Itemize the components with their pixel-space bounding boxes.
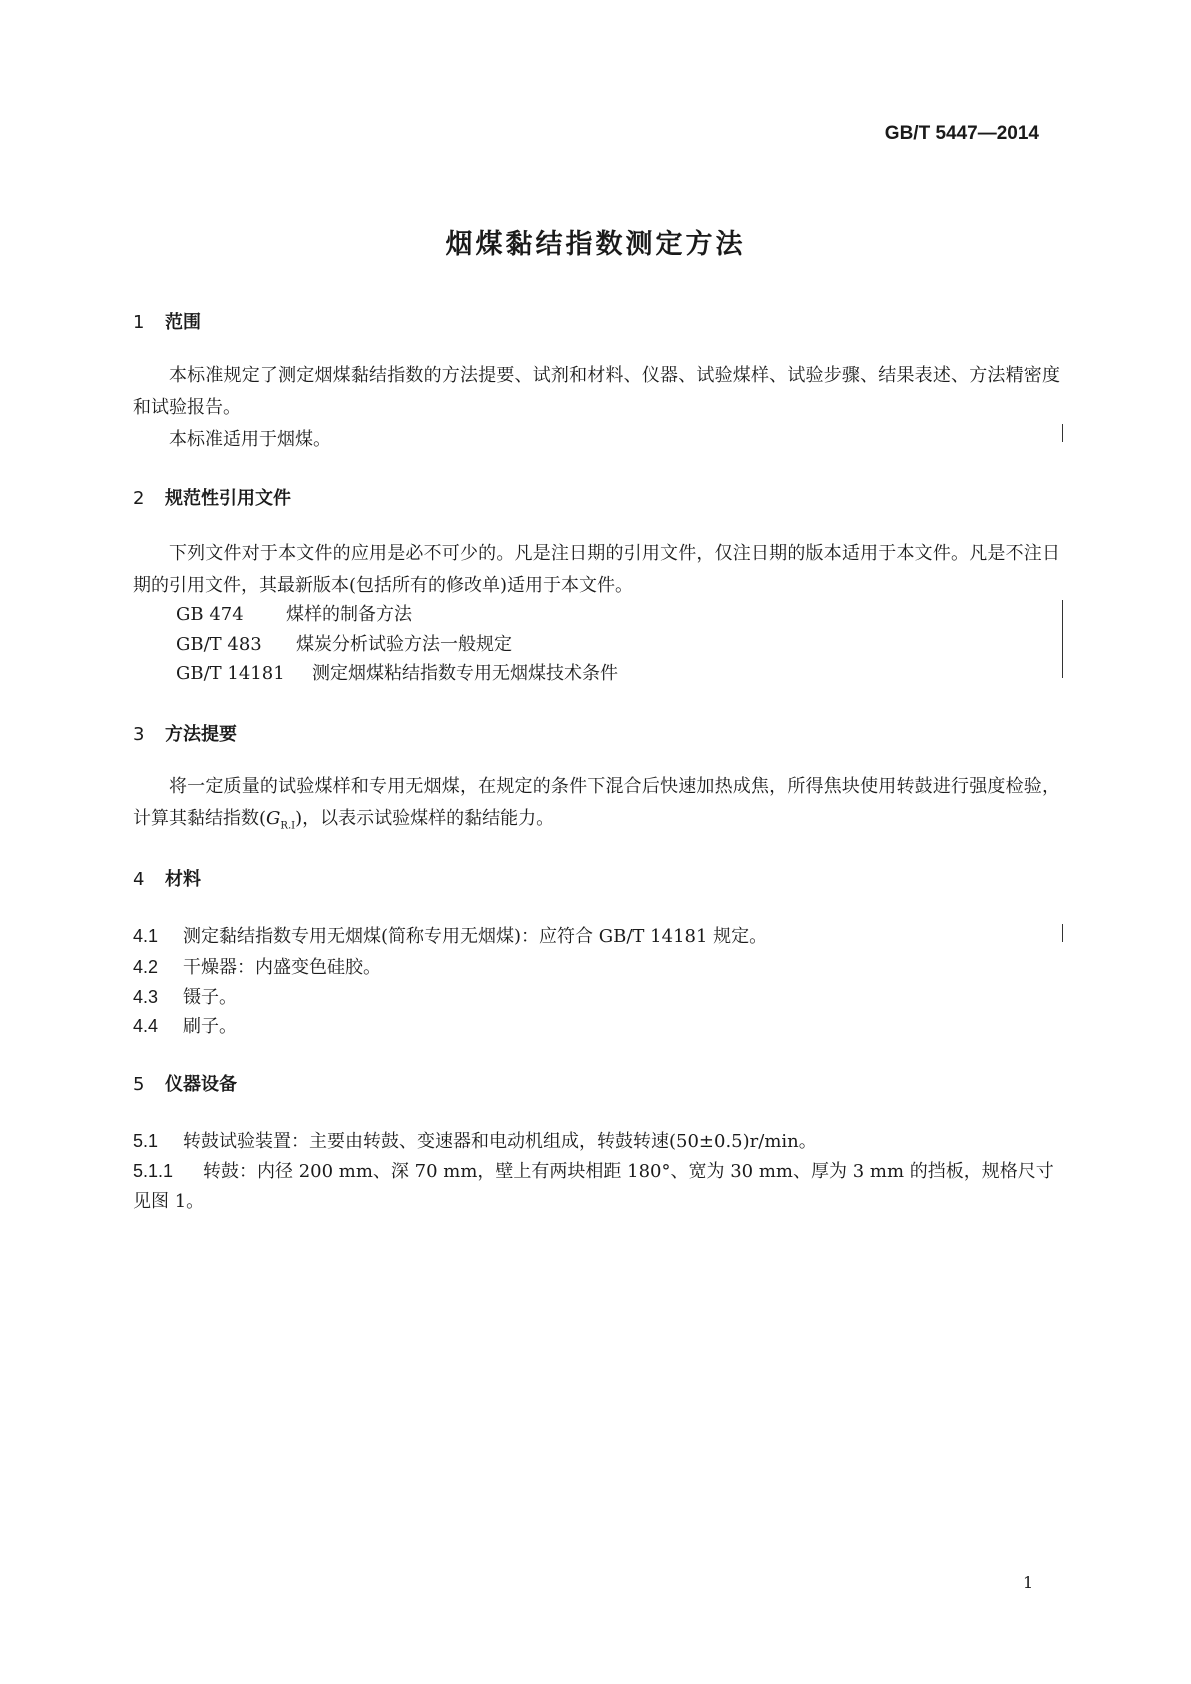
section-1-body [133,360,1060,456]
symbol-subscript: R.I [280,820,296,832]
clause-continuation: 见图 1。 [133,1191,205,1212]
section-title: 方法提要 [165,724,237,745]
clause-number: 5.1.1 [133,1161,174,1181]
clause-item [133,1157,1054,1183]
clause-text: 刷子。 [183,1016,237,1037]
change-bar [1062,600,1063,678]
reference-code: GB 474 [176,604,244,625]
page-number: 1 [1023,1573,1034,1592]
clause-number: 5.1 [133,1131,159,1151]
section-number: 3 [133,724,145,745]
clause-item [133,953,381,979]
clause-number: 4.2 [133,957,159,977]
section-number: 1 [133,312,145,333]
clause-text: 转鼓：内径 200 mm、深 70 mm，壁上有两块相距 180°、宽为 30 mm、厚为 3 mm 的挡板，规格尺寸 [203,1161,1054,1182]
clause-number: 4.1 [133,926,159,946]
reference-item [176,659,618,685]
clause-text: 转鼓试验装置：主要由转鼓、变速器和电动机组成，转鼓转速(50±0.5)r/min。 [183,1131,817,1152]
section-3-heading [133,720,237,746]
section-5-heading [133,1070,237,1096]
section-2-body [133,538,1060,602]
paragraph [133,771,1060,843]
change-bar [1062,924,1063,942]
paragraph: 本标准规定了测定烟煤黏结指数的方法提要、试剂和材料、仪器、试验煤样、试验步骤、结果表述、方法精密度和试验报告。 [133,365,1060,418]
section-title: 仪器设备 [165,1074,237,1095]
section-number: 2 [133,488,145,509]
section-3-body [133,771,1060,843]
section-title: 材料 [165,869,201,890]
reference-code: GB/T 483 [176,634,262,655]
clause-item [133,922,767,948]
change-bar [1062,424,1063,442]
section-number: 5 [133,1074,145,1095]
section-4-heading [133,865,201,891]
section-title: 范围 [165,312,201,333]
section-2-heading [133,484,291,510]
clause-text: 干燥器：内盛变色硅胶。 [183,957,381,978]
reference-title: 煤炭分析试验方法一般规定 [296,634,512,655]
paragraph: 下列文件对于本文件的应用是必不可少的。凡是注日期的引用文件，仅注日期的版本适用于本文件。凡是不注日期的引用文件，其最新版本(包括所有的修改单)适用于本文件。 [133,543,1060,596]
reference-title: 煤样的制备方法 [286,604,412,625]
reference-item [176,600,412,626]
reference-title: 测定烟煤粘结指数专用无烟煤技术条件 [312,663,618,684]
clause-item [133,983,237,1009]
document-title: 烟煤黏结指数测定方法 [445,229,746,260]
section-title: 规范性引用文件 [165,488,291,509]
paragraph-text: )，以表示试验煤样的黏结能力。 [295,808,555,829]
paragraph: 本标准适用于烟煤。 [169,429,331,450]
clause-item [133,1127,817,1153]
section-1-heading [133,308,201,334]
symbol-g: G [266,808,281,829]
paragraph-text: 将一定质量的试验煤样和专用无烟煤，在规定的条件下混合后快速加热成焦，所得焦块使用转鼓进行强度检验，计算其黏结指数( [133,776,1060,829]
standard-code: GB/T 5447—2014 [884,123,1039,144]
clause-number: 4.3 [133,987,159,1007]
reference-code: GB/T 14181 [176,663,285,684]
clause-item [133,1012,237,1038]
clause-text: 测定黏结指数专用无烟煤(简称专用无烟煤)：应符合 GB/T 14181 规定。 [183,926,768,947]
reference-item [176,630,512,656]
clause-number: 4.4 [133,1016,159,1036]
clause-text: 镊子。 [183,987,237,1008]
section-number: 4 [133,869,145,890]
